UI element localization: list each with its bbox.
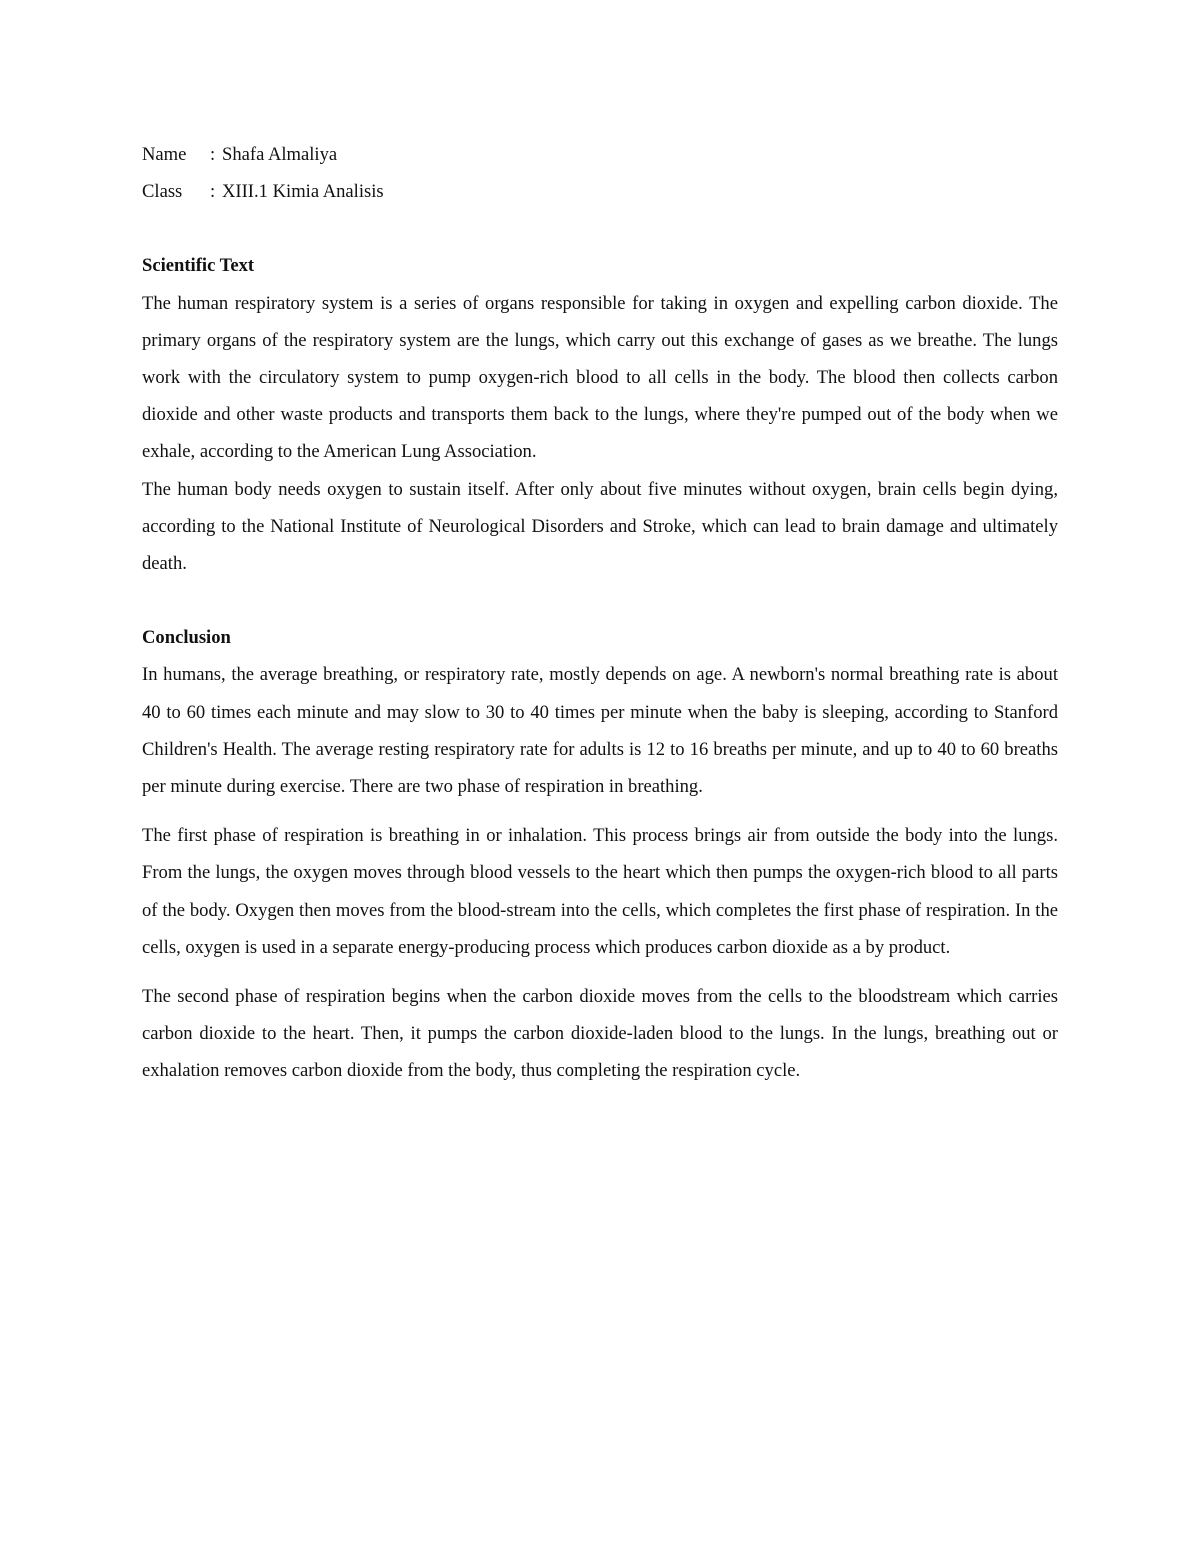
name-row <box>142 136 1058 173</box>
spacer <box>142 210 1058 247</box>
class-row <box>142 173 1058 210</box>
name-value: Shafa Almaliya <box>222 144 338 165</box>
class-value: XIII.1 Kimia Analisis <box>222 181 384 203</box>
class-label: Class <box>142 181 183 203</box>
conclusion-paragraph: The second phase of respiration begins when the carbon dioxide moves from the cells to the bloodstream which carries carbon dioxide to the heart. Then, it pumps the carbon dioxide-laden blood to the lungs. In the lungs, breathing out or exhalation removes carbon dioxide from the body, thus completing the respiration cycle. <box>142 986 1058 1082</box>
conclusion-paragraph: The first phase of respiration is breathing in or inhalation. This process brings air from outside the body into the lungs. From the lungs, the oxygen moves through blood vessels to the heart which then pumps the oxygen-rich blood to all parts of the body. Oxygen then moves from the blood-stream into the cells, which completes the first phase of respiration. In the cells, oxygen is used in a separate energy-producing process which produces carbon dioxide as a by product. <box>142 825 1058 958</box>
conclusion-heading: Conclusion <box>142 627 231 649</box>
conclusion-paragraph: In humans, the average breathing, or respiratory rate, mostly depends on age. A newborn's normal breathing rate is about 40 to 60 times each minute and may slow to 30 to 40 times per minute when the baby is sleeping, according to Stanford Children's Health. The average resting respiratory rate for adults is 12 to 16 breaths per minute, and up to 40 to 60 breaths per minute during exercise. There are two phase of respiration in breathing. <box>142 664 1058 797</box>
name-label: Name <box>142 144 187 165</box>
scientific-text-heading: Scientific Text <box>142 255 255 277</box>
spacer <box>142 582 1058 619</box>
name-separator: : <box>210 144 216 165</box>
scientific-text-paragraph: The human respiratory system is a series of organs responsible for taking in oxygen and expelling carbon dioxide. The primary organs of the respiratory system are the lungs, which carry out this exchange of gases as we breathe. The lungs work with the circulatory system to pump oxygen-rich blood to all cells in the body. The blood then collects carbon dioxide and other waste products and transports them back to the lungs, where they're pumped out of the body when we exhale, according to the American Lung Association. <box>142 292 1058 463</box>
document-page <box>142 136 1058 1090</box>
class-separator: : <box>210 181 216 203</box>
scientific-text-paragraph: The human body needs oxygen to sustain itself. After only about five minutes without oxygen, brain cells begin dying, according to the National Institute of Neurological Disorders and Stroke, which can lead to brain damage and ultimately death. <box>142 478 1058 574</box>
